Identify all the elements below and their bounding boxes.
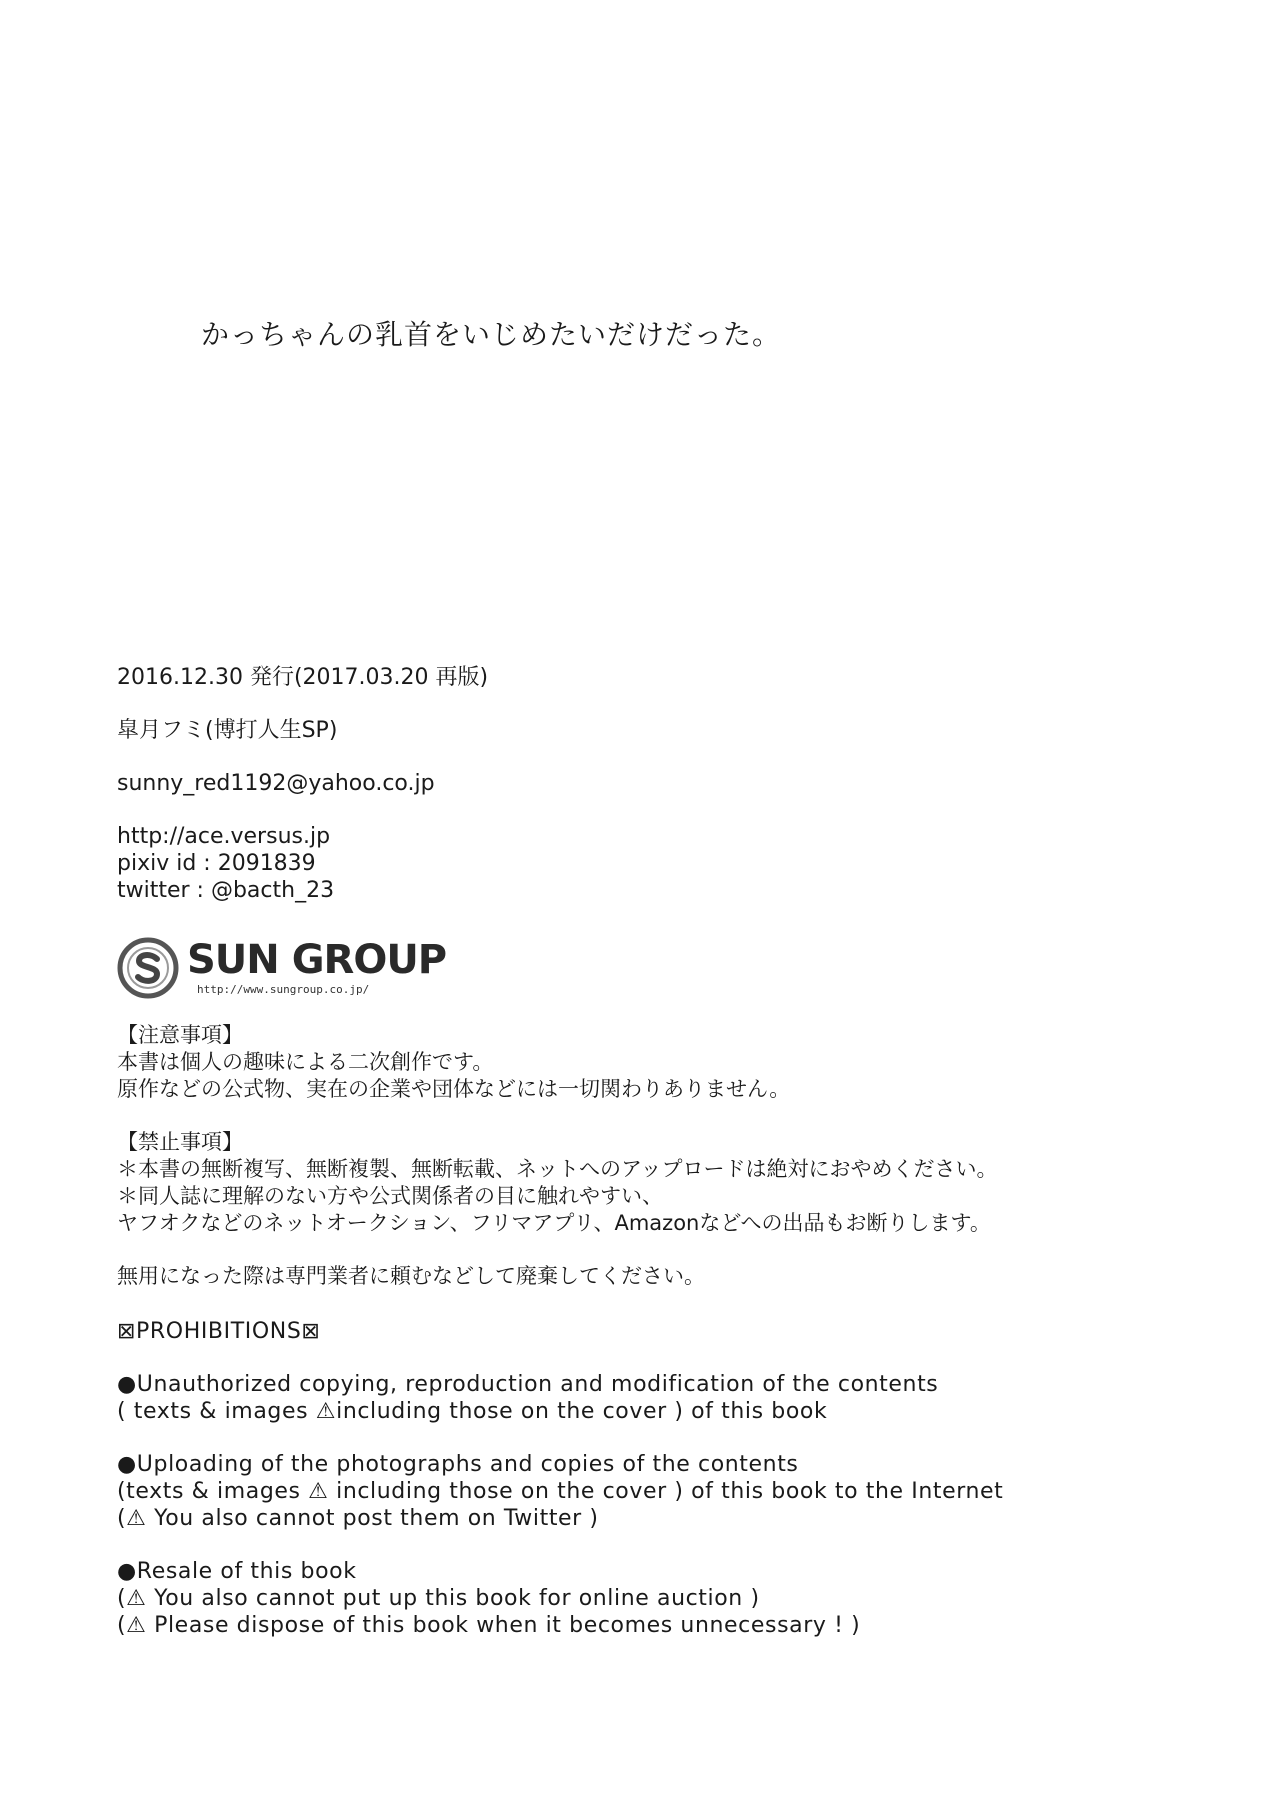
prohibited-line: ヤフオクなどのネットオークション、フリマアプリ、Amazonなどへの出品もお断りします。 (117, 1211, 991, 1235)
prohibition-item: (⚠ You also cannot post them on Twitter ) (117, 1506, 599, 1531)
prohibited-line: ＊本書の無断複写、無断複製、無断転載、ネットへのアップロードは絶対におやめください。 (117, 1157, 998, 1181)
prohibited-heading: 【禁止事項】 (117, 1130, 243, 1154)
logo-url: http://www.sungroup.co.jp/ (197, 983, 370, 996)
book-title: かっちゃんの乳首をいじめたいだけだった。 (201, 318, 782, 351)
prohibition-item: (⚠ You also cannot put up this book for online auction ) (117, 1586, 760, 1611)
disposal-note: 無用になった際は専門業者に頼むなどして廃棄してください。 (117, 1264, 705, 1288)
logo-name: SUN GROUP (187, 937, 447, 983)
twitter-handle: twitter : @bacth_23 (117, 878, 335, 903)
prohibition-item: ●Uploading of the photographs and copies of the contents (117, 1452, 799, 1477)
sun-group-logo-icon (117, 937, 179, 999)
caution-heading: 【注意事項】 (117, 1023, 243, 1047)
author-name: 皐月フミ(博打人生SP) (117, 718, 338, 743)
caution-line: 原作などの公式物、実在の企業や団体などには一切関わりありません。 (117, 1077, 791, 1101)
prohibitions-section (117, 1318, 1237, 1639)
prohibition-item: ●Resale of this book (117, 1559, 357, 1584)
pixiv-id: pixiv id : 2091839 (117, 851, 316, 876)
colophon (117, 664, 1217, 904)
author-website: http://ace.versus.jp (117, 824, 331, 849)
prohibition-item: (⚠ Please dispose of this book when it becomes unnecessary ! ) (117, 1613, 861, 1638)
notes-section (117, 1022, 1237, 1290)
publication-date: 2016.12.30 発行(2017.03.20 再版) (117, 665, 489, 690)
prohibited-line: ＊同人誌に理解のない方や公式関係者の目に触れやすい、 (117, 1184, 663, 1208)
prohibition-item: ( texts & images ⚠including those on the cover ) of this book (117, 1399, 828, 1424)
prohibition-item: (texts & images ⚠ including those on the cover ) of this book to the Internet (117, 1479, 1004, 1504)
author-email: sunny_red1192@yahoo.co.jp (117, 771, 435, 796)
sun-group-logo (117, 937, 447, 1001)
prohibition-item: ●Unauthorized copying, reproduction and modification of the contents (117, 1372, 939, 1397)
caution-line: 本書は個人の趣味による二次創作です。 (117, 1050, 494, 1074)
prohibitions-heading: ⊠PROHIBITIONS⊠ (117, 1319, 321, 1344)
